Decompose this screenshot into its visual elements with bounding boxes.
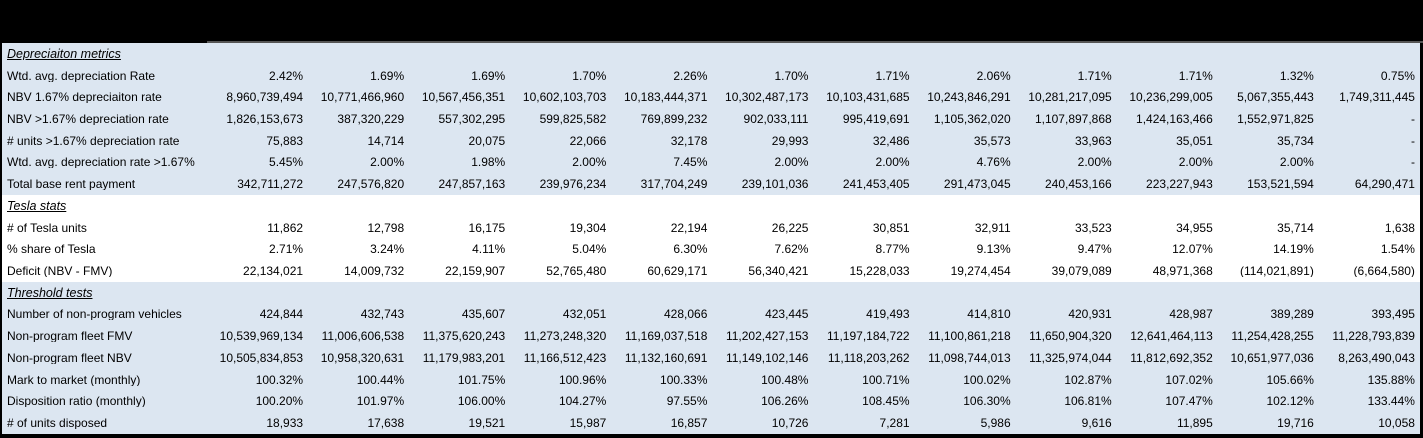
cell: 22,159,907	[445, 265, 506, 278]
cell: 424,844	[259, 308, 304, 321]
cell: 100.44%	[356, 373, 405, 386]
cell: 8,960,739,494	[226, 91, 304, 104]
cell: -	[1410, 156, 1415, 169]
cell: 35,573	[973, 134, 1011, 147]
cell: 10,602,103,703	[522, 91, 607, 104]
cell: 64,290,471	[1354, 178, 1415, 191]
cell: 30,851	[872, 221, 910, 234]
cell: 7.62%	[774, 243, 809, 256]
table-row	[2, 173, 1420, 195]
cell: 11,179,983,201	[422, 351, 506, 364]
cell: 56,340,421	[748, 265, 809, 278]
cell: 2.00%	[774, 156, 809, 169]
cell: 240,453,166	[1044, 178, 1112, 191]
cell: 39,079,089	[1051, 265, 1112, 278]
cell: 11,375,620,243	[422, 330, 506, 343]
cell: 11,254,428,255	[1231, 330, 1314, 343]
table-row	[2, 412, 1420, 434]
cell: 1,105,362,020	[933, 113, 1011, 126]
cell: 1,107,897,868	[1034, 113, 1112, 126]
cell: 1.70%	[572, 69, 607, 82]
cell: 1,826,153,673	[226, 113, 304, 126]
cell: 1.69%	[370, 69, 405, 82]
cell: 106.81%	[1064, 395, 1112, 408]
cell: 14,714	[367, 134, 405, 147]
cell: 2.26%	[673, 69, 708, 82]
cell: 17,638	[367, 417, 405, 430]
redacted-header-band	[0, 0, 1423, 43]
cell: 387,320,229	[337, 113, 405, 126]
cell: 2.00%	[370, 156, 405, 169]
cell: 1.71%	[875, 69, 910, 82]
cell: 101.97%	[356, 395, 405, 408]
cell: 16,175	[468, 221, 506, 234]
cell: 11,098,744,013	[928, 351, 1011, 364]
cell: 22,134,021	[243, 265, 304, 278]
section-title-row	[2, 43, 1420, 65]
cell: 4.11%	[472, 243, 506, 256]
cell: 11,650,904,320	[1029, 330, 1112, 343]
table-row	[2, 130, 1420, 152]
metrics-table	[0, 43, 1423, 438]
cell: 9.47%	[1077, 243, 1112, 256]
cell: 11,325,974,044	[1029, 351, 1112, 364]
cell: 5,067,355,443	[1237, 91, 1314, 104]
cell: 33,523	[1075, 221, 1112, 234]
cell: 419,493	[866, 308, 910, 321]
cell: 435,607	[461, 308, 506, 321]
cell: 2.00%	[572, 156, 607, 169]
cell: 12,641,464,113	[1130, 330, 1213, 343]
cell: 8,263,490,043	[1338, 351, 1415, 364]
cell: 16,857	[670, 417, 708, 430]
cell: 10,726	[771, 417, 809, 430]
cell: 2.71%	[269, 243, 304, 256]
row-label: Non-program fleet FMV	[7, 330, 133, 343]
cell: 104.27%	[558, 395, 607, 408]
cell: 8.77%	[875, 243, 910, 256]
cell: 241,453,405	[842, 178, 910, 191]
cell: 432,743	[360, 308, 405, 321]
cell: 291,473,045	[943, 178, 1011, 191]
table-row	[2, 347, 1420, 369]
cell: 2.00%	[1279, 156, 1314, 169]
cell: 414,810	[967, 308, 1011, 321]
cell: 769,899,232	[640, 113, 708, 126]
cell: 100.33%	[660, 373, 708, 386]
cell: 5.45%	[269, 156, 304, 169]
cell: 14,009,732	[344, 265, 405, 278]
cell: 10,539,969,134	[219, 330, 304, 343]
cell: 133.44%	[1367, 395, 1415, 408]
cell: 10,651,977,036	[1230, 351, 1314, 364]
cell: 902,033,111	[743, 113, 809, 126]
cell: 1,552,971,825	[1237, 113, 1314, 126]
cell: 599,825,582	[539, 113, 607, 126]
cell: 10,281,217,095	[1028, 91, 1112, 104]
row-label: Disposition ratio (monthly)	[7, 395, 146, 408]
table-row	[2, 86, 1420, 108]
cell: 5.04%	[572, 243, 607, 256]
cell: 107.02%	[1165, 373, 1213, 386]
cell: 100.71%	[862, 373, 910, 386]
cell: 11,862	[267, 221, 304, 234]
cell: 153,521,594	[1247, 178, 1314, 191]
cell: 6.30%	[673, 243, 708, 256]
cell: 10,771,466,960	[320, 91, 405, 104]
cell: 100.48%	[761, 373, 809, 386]
cell: 223,227,943	[1146, 178, 1213, 191]
cell: 428,066	[664, 308, 708, 321]
cell: 32,486	[872, 134, 910, 147]
cell: 1.32%	[1279, 69, 1314, 82]
cell: 100.20%	[255, 395, 304, 408]
cell: 12.07%	[1172, 243, 1213, 256]
cell: (6,664,580)	[1353, 265, 1415, 278]
cell: 11,100,861,218	[928, 330, 1011, 343]
cell: 1.70%	[774, 69, 809, 82]
cell: 423,445	[765, 308, 809, 321]
cell: 101.75%	[457, 373, 506, 386]
cell: 11,132,160,691	[624, 351, 708, 364]
cell: 19,274,454	[950, 265, 1011, 278]
cell: 2.06%	[976, 69, 1011, 82]
cell: 35,051	[1176, 134, 1213, 147]
row-label: Mark to market (monthly)	[7, 373, 141, 386]
cell: 10,103,431,685	[826, 91, 910, 104]
cell: 239,976,234	[539, 178, 607, 191]
cell: 342,711,272	[237, 178, 304, 191]
cell: 10,567,456,351	[421, 91, 506, 104]
cell: 102.12%	[1266, 395, 1314, 408]
cell: 9,616	[1081, 417, 1112, 430]
cell: 20,075	[468, 134, 506, 147]
cell: 11,228,793,839	[1332, 330, 1415, 343]
cell: 107.47%	[1165, 395, 1213, 408]
cell: 48,971,368	[1152, 265, 1213, 278]
cell: 32,178	[670, 134, 708, 147]
cell: -	[1410, 113, 1415, 126]
cell: 12,798	[367, 221, 405, 234]
cell: 11,166,512,423	[523, 351, 607, 364]
cell: 100.32%	[255, 373, 304, 386]
cell: 420,931	[1068, 308, 1112, 321]
cell: 52,765,480	[546, 265, 607, 278]
cell: 11,273,248,320	[523, 330, 607, 343]
cell: 0.75%	[1380, 69, 1415, 82]
row-label: Wtd. avg. depreciation rate >1.67%	[7, 156, 195, 169]
cell: 22,066	[569, 134, 607, 147]
cell: 14.19%	[1273, 243, 1314, 256]
cell: 11,812,692,352	[1130, 351, 1213, 364]
cell: 1.71%	[1178, 69, 1213, 82]
cell: 100.02%	[963, 373, 1011, 386]
row-label: NBV >1.67% depreciation rate	[7, 113, 169, 126]
cell: 428,987	[1169, 308, 1213, 321]
cell: 10,302,487,173	[725, 91, 809, 104]
cell: 15,228,033	[849, 265, 910, 278]
cell: 35,714	[1277, 221, 1314, 234]
cell: 432,051	[562, 308, 607, 321]
cell: 26,225	[771, 221, 809, 234]
row-label: % share of Tesla	[7, 243, 96, 256]
cell: 105.66%	[1266, 373, 1314, 386]
cell: 1,749,311,445	[1339, 91, 1415, 104]
cell: 15,987	[569, 417, 607, 430]
table-row	[2, 391, 1420, 413]
cell: (114,021,891)	[1240, 265, 1314, 278]
cell: 2.00%	[875, 156, 910, 169]
cell: 389,289	[1270, 308, 1314, 321]
cell: 10,183,444,371	[623, 91, 708, 104]
cell: 106.00%	[457, 395, 506, 408]
row-label: Deficit (NBV - FMV)	[7, 265, 113, 278]
cell: 1.69%	[471, 69, 506, 82]
cell: 60,629,171	[647, 265, 708, 278]
cell: 11,169,037,518	[624, 330, 708, 343]
cell: 29,993	[771, 134, 809, 147]
cell: 2.00%	[1178, 156, 1213, 169]
cell: 108.45%	[862, 395, 910, 408]
row-label: Total base rent payment	[7, 178, 136, 191]
section-title: Depreciaiton metrics	[7, 47, 121, 61]
cell: 102.87%	[1064, 373, 1112, 386]
section-title-row	[2, 282, 1420, 304]
cell: 1.54%	[1380, 243, 1415, 256]
cell: 11,118,203,262	[827, 351, 910, 364]
cell: 11,895	[1176, 417, 1213, 430]
cell: 5,986	[980, 417, 1011, 430]
table-row	[2, 369, 1420, 391]
cell: 1,424,163,466	[1136, 113, 1213, 126]
row-label: Wtd. avg. depreciation Rate	[7, 69, 156, 82]
cell: 11,149,102,146	[725, 351, 809, 364]
cell: 1.71%	[1077, 69, 1112, 82]
cell: 3.24%	[370, 243, 405, 256]
table-row	[2, 152, 1420, 174]
row-label: # units >1.67% depreciation rate	[7, 134, 180, 147]
row-label: Number of non-program vehicles	[7, 308, 182, 321]
cell: 7,281	[879, 417, 910, 430]
row-label: # of Tesla units	[7, 221, 87, 234]
cell: 9.13%	[976, 243, 1011, 256]
cell: 393,495	[1371, 308, 1415, 321]
cell: 11,202,427,153	[725, 330, 809, 343]
table-row	[2, 65, 1420, 87]
cell: 10,243,846,291	[927, 91, 1011, 104]
cell: 19,716	[1277, 417, 1314, 430]
cell: 135.88%	[1367, 373, 1415, 386]
cell: -	[1410, 134, 1415, 147]
cell: 18,933	[266, 417, 304, 430]
section-title: Threshold tests	[7, 286, 93, 300]
cell: 10,505,834,853	[219, 351, 304, 364]
cell: 247,857,163	[438, 178, 506, 191]
cell: 10,958,320,631	[320, 351, 405, 364]
table-row	[2, 304, 1420, 326]
table-row	[2, 260, 1420, 282]
cell: 100.96%	[558, 373, 607, 386]
cell: 35,734	[1277, 134, 1314, 147]
cell: 247,576,820	[337, 178, 405, 191]
cell: 2.00%	[1077, 156, 1112, 169]
cell: 10,236,299,005	[1129, 91, 1213, 104]
row-label: Non-program fleet NBV	[7, 351, 132, 364]
table-row	[2, 108, 1420, 130]
table-row	[2, 325, 1420, 347]
cell: 2.42%	[269, 69, 304, 82]
section-title: Tesla stats	[7, 199, 67, 213]
cell: 11,197,184,722	[827, 330, 910, 343]
cell: 19,521	[468, 417, 506, 430]
cell: 97.55%	[666, 395, 708, 408]
row-label: NBV 1.67% depreciaiton rate	[7, 91, 162, 104]
cell: 22,194	[670, 221, 708, 234]
cell: 106.30%	[963, 395, 1011, 408]
row-label: # of units disposed	[7, 417, 108, 430]
table-row	[2, 238, 1420, 260]
cell: 19,304	[569, 221, 607, 234]
section-title-row	[2, 195, 1420, 217]
cell: 995,419,691	[842, 113, 910, 126]
cell: 1,638	[1384, 221, 1415, 234]
cell: 34,955	[1176, 221, 1213, 234]
cell: 10,058	[1378, 417, 1415, 430]
cell: 4.76%	[976, 156, 1011, 169]
cell: 32,911	[974, 221, 1011, 234]
cell: 75,883	[266, 134, 304, 147]
cell: 557,302,295	[438, 113, 506, 126]
cell: 239,101,036	[741, 178, 809, 191]
cell: 11,006,606,538	[321, 330, 405, 343]
cell: 317,704,249	[640, 178, 708, 191]
table-row	[2, 217, 1420, 239]
cell: 106.26%	[761, 395, 809, 408]
cell: 33,963	[1075, 134, 1112, 147]
cell: 7.45%	[673, 156, 708, 169]
cell: 1.98%	[471, 156, 506, 169]
